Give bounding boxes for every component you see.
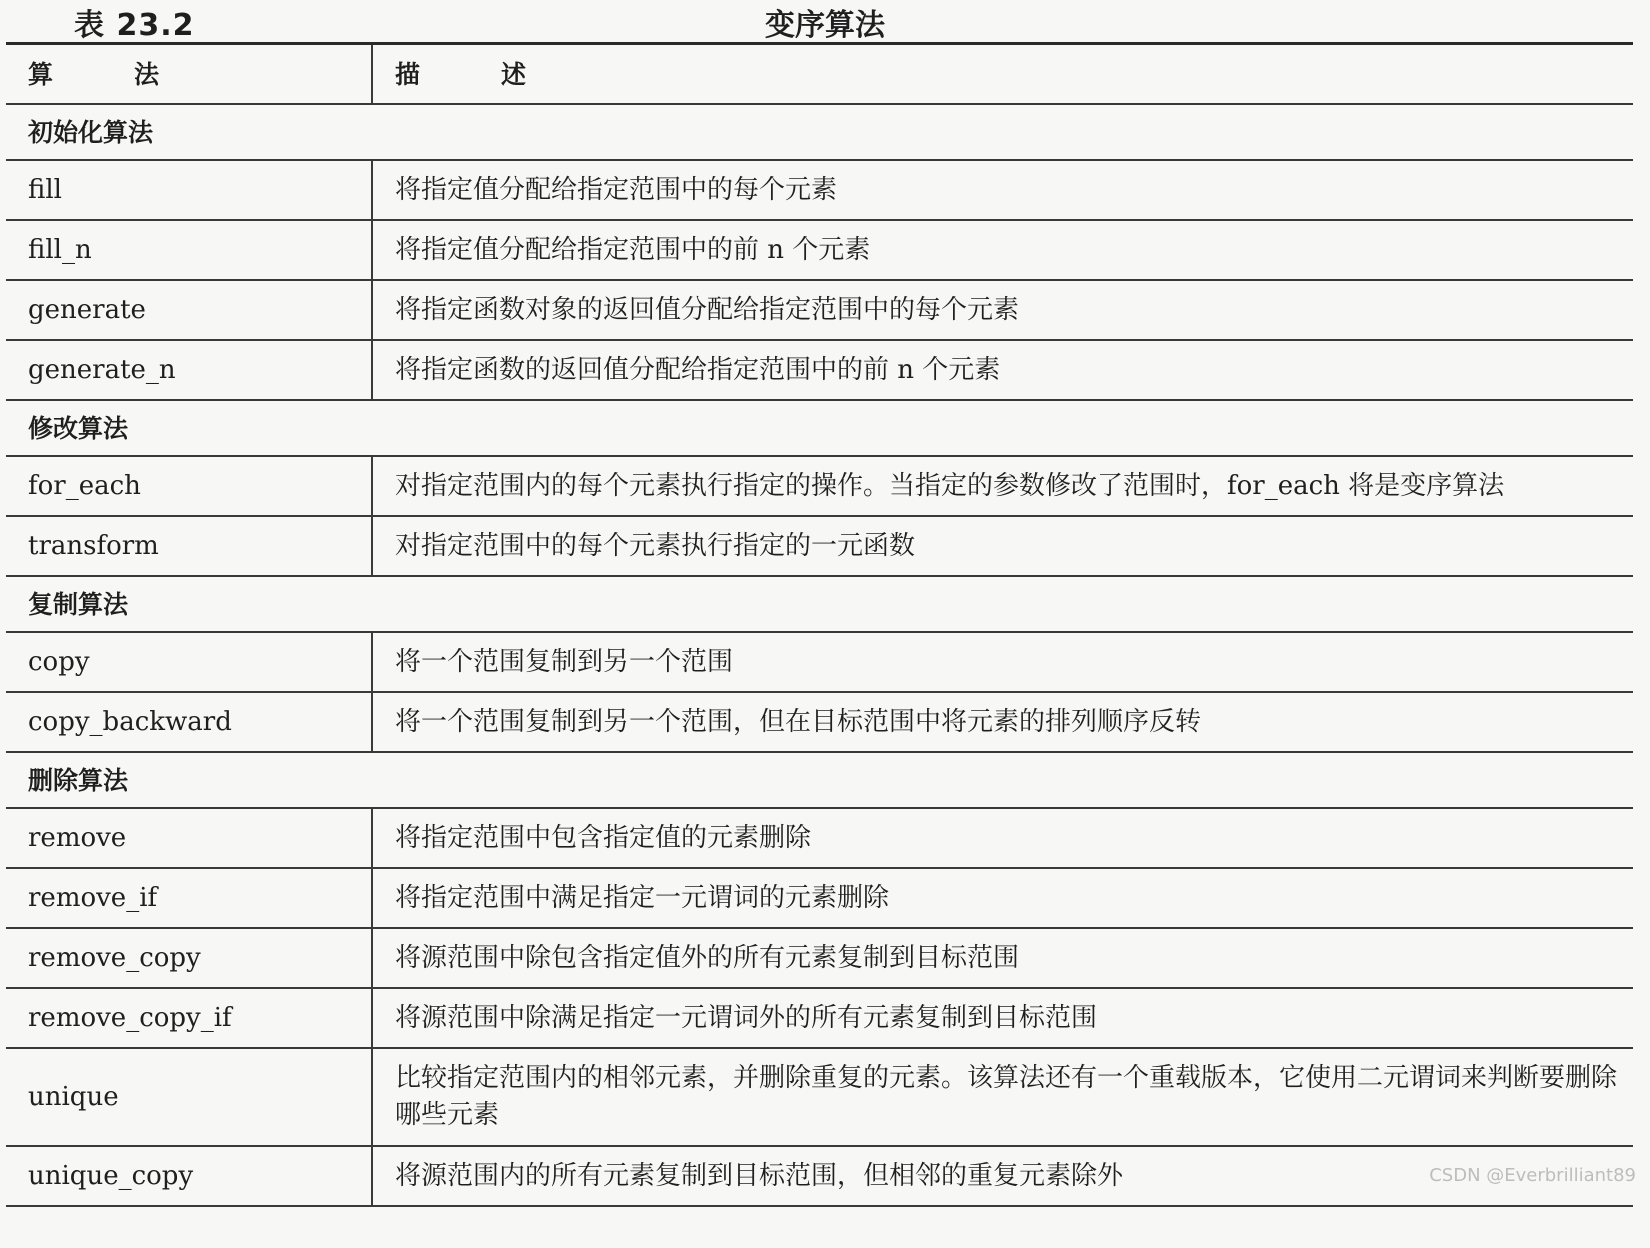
table-body: [6, 104, 1633, 1206]
algorithm-name: generate: [6, 280, 372, 340]
group-row: [6, 400, 1633, 456]
group-row: [6, 576, 1633, 632]
algorithm-description: 将指定范围中满足指定一元谓词的元素删除: [372, 868, 1633, 928]
algorithm-name: copy_backward: [6, 692, 372, 752]
header-description: 描 述: [372, 44, 1633, 105]
algorithm-description: 对指定范围内的每个元素执行指定的操作。当指定的参数修改了范围时，for_each 将是变序算法: [372, 456, 1633, 516]
algorithm-name: copy: [6, 632, 372, 692]
algorithm-description: 将一个范围复制到另一个范围: [372, 632, 1633, 692]
table-header-row: [6, 44, 1633, 105]
algorithm-table: [6, 42, 1633, 1207]
table-row: [6, 280, 1633, 340]
header-algorithm: 算 法: [6, 44, 372, 105]
algorithm-name: for_each: [6, 456, 372, 516]
group-title: 初始化算法: [6, 104, 1633, 160]
watermark: CSDN @Everbrilliant89: [1429, 1165, 1636, 1186]
table-row: [6, 1146, 1633, 1206]
algorithm-description: 将源范围中除满足指定一元谓词外的所有元素复制到目标范围: [372, 988, 1633, 1048]
table-row: [6, 632, 1633, 692]
algorithm-name: remove_if: [6, 868, 372, 928]
algorithm-description: 将源范围内的所有元素复制到目标范围，但相邻的重复元素除外: [372, 1146, 1633, 1206]
algorithm-name: remove: [6, 808, 372, 868]
algorithm-description: 将一个范围复制到另一个范围，但在目标范围中将元素的排列顺序反转: [372, 692, 1633, 752]
table-row: [6, 220, 1633, 280]
table-row: [6, 868, 1633, 928]
group-row: [6, 104, 1633, 160]
algorithm-name: fill_n: [6, 220, 372, 280]
table-row: [6, 808, 1633, 868]
table-row: [6, 692, 1633, 752]
algorithm-description: 将指定值分配给指定范围中的前 n 个元素: [372, 220, 1633, 280]
group-title: 修改算法: [6, 400, 1633, 456]
algorithm-description: 比较指定范围内的相邻元素，并删除重复的元素。该算法还有一个重载版本，它使用二元谓词来判断要删除哪些元素: [372, 1048, 1633, 1146]
group-title: 复制算法: [6, 576, 1633, 632]
algorithm-name: generate_n: [6, 340, 372, 400]
algorithm-name: fill: [6, 160, 372, 220]
table-row: [6, 456, 1633, 516]
algorithm-description: 将指定值分配给指定范围中的每个元素: [372, 160, 1633, 220]
algorithm-description: 将指定函数对象的返回值分配给指定范围中的每个元素: [372, 280, 1633, 340]
table-row: [6, 340, 1633, 400]
group-row: [6, 752, 1633, 808]
table-row: [6, 1048, 1633, 1146]
algorithm-name: remove_copy: [6, 928, 372, 988]
group-title: 删除算法: [6, 752, 1633, 808]
algorithm-name: unique_copy: [6, 1146, 372, 1206]
algorithm-name: remove_copy_if: [6, 988, 372, 1048]
table-row: [6, 988, 1633, 1048]
table-caption: [0, 0, 1650, 42]
table-row: [6, 928, 1633, 988]
algorithm-description: 将指定范围中包含指定值的元素删除: [372, 808, 1633, 868]
table-row: [6, 516, 1633, 576]
table-number: 表 23.2: [74, 8, 195, 43]
table-row: [6, 160, 1633, 220]
algorithm-description: 将指定函数的返回值分配给指定范围中的前 n 个元素: [372, 340, 1633, 400]
algorithm-name: unique: [6, 1048, 372, 1146]
table-title: 变序算法: [765, 8, 885, 43]
algorithm-description: 将源范围中除包含指定值外的所有元素复制到目标范围: [372, 928, 1633, 988]
algorithm-name: transform: [6, 516, 372, 576]
algorithm-description: 对指定范围中的每个元素执行指定的一元函数: [372, 516, 1633, 576]
